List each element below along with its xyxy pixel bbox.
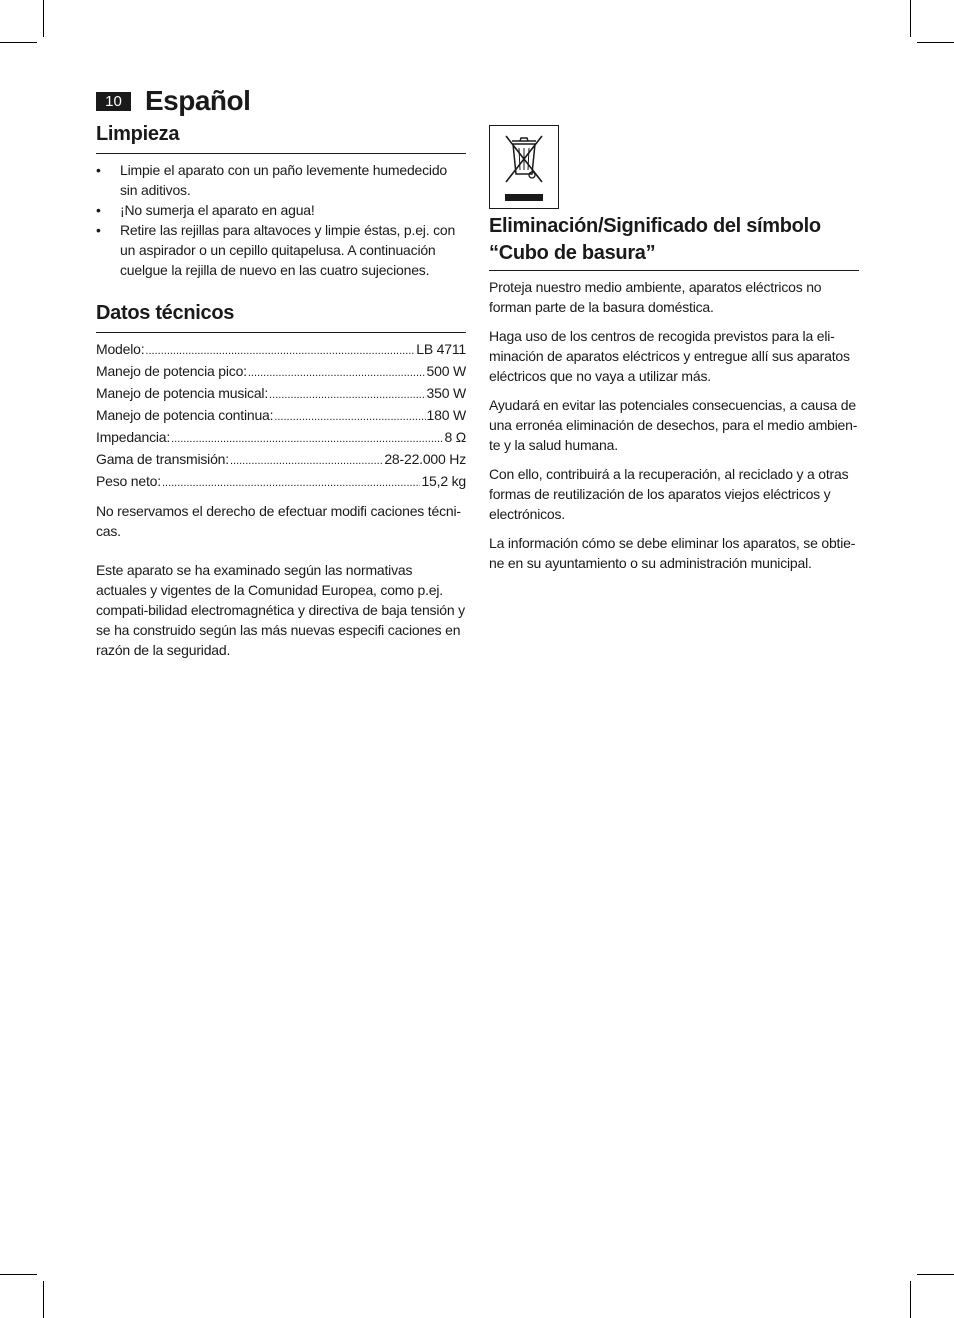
- spec-label: Impedancia:: [96, 429, 171, 445]
- spec-row: [96, 405, 466, 427]
- spec-label: Gama de transmisión:: [96, 451, 229, 467]
- spec-label: Modelo:: [96, 341, 145, 357]
- spec-label: Manejo de potencia musical:: [96, 385, 269, 401]
- crop-mark: [910, 1281, 911, 1318]
- datos-section: [96, 300, 466, 660]
- limpieza-section: [96, 121, 466, 280]
- modification-note: No reservamos el derecho de efectuar modifi caciones técni-cas.: [96, 503, 461, 539]
- spec-row: [96, 427, 466, 449]
- spec-row: [96, 471, 466, 493]
- spec-value: LB 4711: [416, 341, 466, 357]
- eliminacion-heading: Eliminación/Significado del símbolo “Cubo de basura”: [489, 213, 859, 271]
- dot-leader: [269, 385, 425, 405]
- spec-row: [96, 361, 466, 383]
- crop-mark: [0, 1274, 37, 1275]
- bullet-icon: •: [96, 162, 101, 178]
- spec-value: 500 W: [426, 363, 466, 379]
- spec-row: [96, 339, 466, 361]
- list-item: [96, 220, 466, 280]
- limpieza-heading: Limpieza: [96, 121, 466, 154]
- list-item-text: Limpie el aparato con un paño levemente humedecido sin aditivos.: [120, 162, 448, 198]
- eliminacion-paragraph: Haga uso de los centros de recogida previstos para la eli-minación de aparatos eléctricos y entregue allí sus aparatos eléctricos que no vaya a utilizar más.: [489, 328, 850, 384]
- dot-leader: [230, 451, 383, 471]
- page-number: 10: [96, 92, 131, 111]
- language-title: Español: [145, 85, 251, 116]
- crop-mark: [910, 0, 911, 37]
- spec-label: Manejo de potencia continua:: [96, 407, 274, 423]
- eliminacion-paragraph: Con ello, contribuirá a la recuperación, al reciclado y a otras formas de reutilización de los aparatos viejos eléctricos y electrónicos.: [489, 466, 849, 522]
- dot-leader: [248, 363, 426, 383]
- crop-mark: [917, 1274, 954, 1275]
- spec-value: 180 W: [426, 407, 466, 423]
- dot-leader: [145, 341, 415, 361]
- spec-value: 28-22.000 Hz: [384, 451, 466, 467]
- bullet-icon: •: [96, 202, 101, 218]
- left-column: [96, 121, 466, 660]
- spec-value: 8 Ω: [444, 429, 466, 445]
- crop-mark: [917, 42, 954, 43]
- spec-table: [96, 339, 466, 493]
- right-column: [489, 125, 859, 573]
- dot-leader: [171, 429, 443, 449]
- dot-leader: [162, 473, 421, 493]
- eliminacion-paragraph: La información cómo se debe eliminar los aparatos, se obtie-ne en su ayuntamiento o su administración municipal.: [489, 535, 856, 571]
- spec-value: 15,2 kg: [421, 473, 466, 489]
- dot-leader: [274, 407, 425, 427]
- compliance-text: Este aparato se ha examinado según las normativas actuales y vigentes de la Comunidad Europea, como p.ej. compati-bilidad electromagnética y directiva de baja tensión y se ha construido según las más nuevas especifi caciones en razón de la seguridad.: [96, 562, 465, 658]
- eliminacion-paragraph: Ayudará en evitar las potenciales consecuencias, a causa de una erronéa eliminación de desechos, para el medio ambien-te y la salud humana.: [489, 397, 858, 453]
- list-item-text: Retire las rejillas para altavoces y limpie éstas, p.ej. con un aspirador o un cepillo quitapelusa. A continuación cuelgue la rejilla de nuevo en las cuatro sujeciones.: [120, 222, 456, 278]
- list-item-text: ¡No sumerja el aparato en agua!: [120, 202, 315, 218]
- eliminacion-paragraph: Proteja nuestro medio ambiente, aparatos eléctricos no forman parte de la basura doméstica.: [489, 279, 822, 315]
- spec-row: [96, 383, 466, 405]
- spec-value: 350 W: [426, 385, 466, 401]
- spec-label: Peso neto:: [96, 473, 161, 489]
- limpieza-list: [96, 160, 466, 280]
- list-item: [96, 160, 466, 200]
- spec-label: Manejo de potencia pico:: [96, 363, 247, 379]
- crossed-out-wheelie-bin-icon: [489, 125, 559, 209]
- datos-heading: Datos técnicos: [96, 300, 466, 333]
- crop-mark: [43, 0, 44, 37]
- crop-mark: [43, 1281, 44, 1318]
- list-item: [96, 200, 466, 220]
- crop-mark: [0, 42, 37, 43]
- eliminacion-body: [489, 277, 859, 573]
- bullet-icon: •: [96, 222, 101, 238]
- spec-row: [96, 449, 466, 471]
